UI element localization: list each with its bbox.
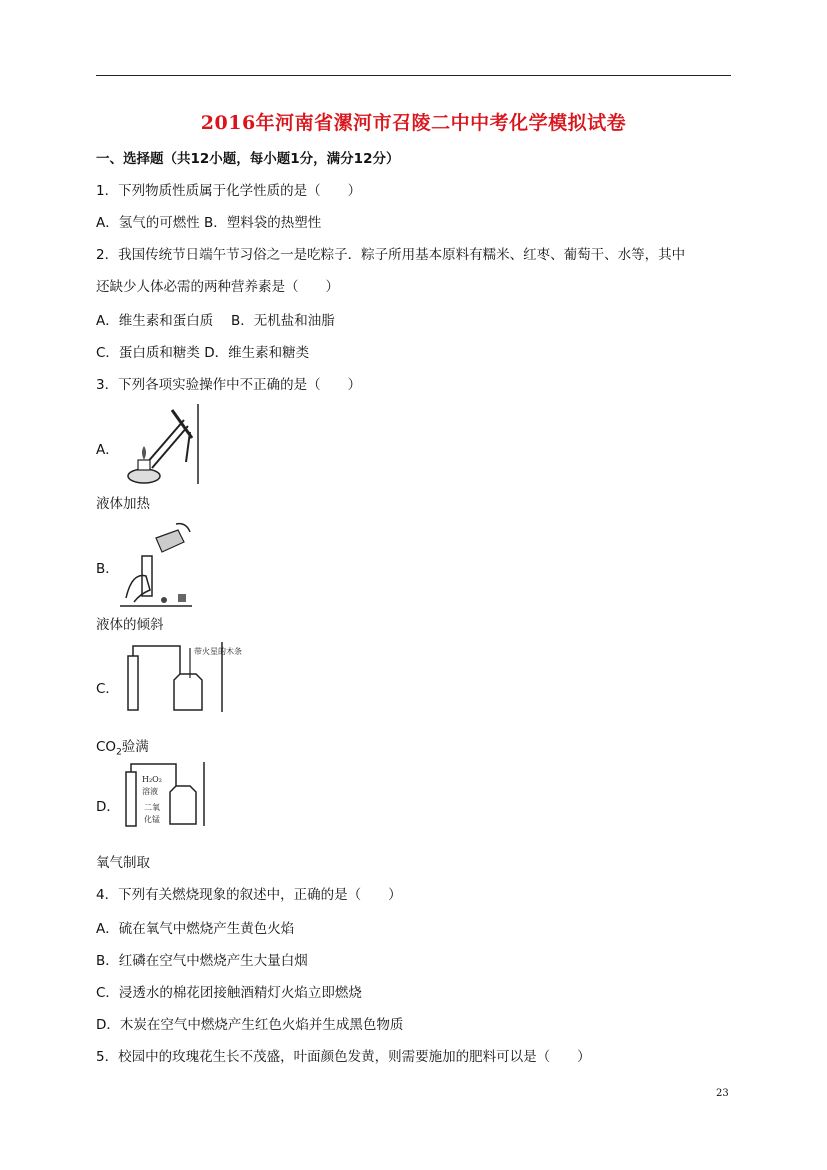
question-2-options-ab: A．维生素和蛋白质 B．无机盐和油脂 bbox=[96, 313, 335, 329]
question-3-option-a-letter: A． bbox=[96, 442, 119, 458]
co2-fig-label: 带火星的木条 bbox=[194, 647, 242, 656]
question-4-stem: 4．下列有关燃烧现象的叙述中，正确的是（ ） bbox=[96, 887, 402, 903]
question-2-stem-line2: 还缺少人体必需的两种营养素是（ ） bbox=[96, 279, 339, 295]
question-3-option-b-letter: B． bbox=[96, 561, 119, 577]
question-4-option-b: B．红磷在空气中燃烧产生大量白烟 bbox=[96, 953, 308, 969]
question-4-option-a: A．硫在氧气中燃烧产生黄色火焰 bbox=[96, 921, 295, 937]
d-fig-label4: 化锰 bbox=[144, 815, 160, 824]
question-4-option-c: C．浸透水的棉花团接触酒精灯火焰立即燃烧 bbox=[96, 985, 362, 1001]
question-3-option-c-caption: $CO_2$验满 bbox=[96, 739, 149, 758]
d-fig-label3: 二氧 bbox=[144, 803, 160, 812]
page-number: 23 bbox=[716, 1088, 729, 1099]
question-3-option-b-caption: 液体的倾斜 bbox=[96, 617, 164, 633]
question-3-option-a-caption: 液体加热 bbox=[96, 496, 150, 512]
header-rule bbox=[96, 75, 731, 76]
question-3-option-d-caption: 氧气制取 bbox=[96, 855, 150, 871]
oxygen-preparation-figure bbox=[120, 760, 206, 828]
question-3-stem: 3．下列各项实验操作中不正确的是（ ） bbox=[96, 377, 362, 393]
d-fig-label1: H₂O₂ bbox=[142, 775, 162, 784]
question-3-option-c-letter: C． bbox=[96, 681, 119, 697]
d-fig-label2: 溶液 bbox=[142, 787, 158, 796]
question-1-stem: 1．下列物质性质属于化学性质的是（ ） bbox=[96, 183, 362, 199]
liquid-heating-figure bbox=[118, 402, 202, 486]
question-4-option-d: D．木炭在空气中燃烧产生红色火焰并生成黑色物质 bbox=[96, 1017, 404, 1033]
question-2-options-cd: C．蛋白质和糖类 D．维生素和糖类 bbox=[96, 345, 310, 361]
liquid-pouring-figure bbox=[120, 520, 194, 608]
section-heading: 一、选择题（共12小题，每小题1分，满分12分） bbox=[96, 151, 400, 167]
question-5-stem: 5．校园中的玫瑰花生长不茂盛，叶面颜色发黄，则需要施加的肥料可以是（ ） bbox=[96, 1049, 591, 1065]
question-2-stem-line1: 2．我国传统节日端午节习俗之一是吃粽子．粽子所用基本原料有糯米、红枣、葡萄干、水等，其中 bbox=[96, 247, 686, 263]
question-3-option-d-letter: D． bbox=[96, 799, 120, 815]
page-title: 2016年河南省漯河市召陵二中中考化学模拟试卷 bbox=[200, 112, 627, 134]
question-1-options: A．氢气的可燃性 B．塑料袋的热塑性 bbox=[96, 215, 322, 231]
co2-test-figure bbox=[120, 640, 242, 714]
